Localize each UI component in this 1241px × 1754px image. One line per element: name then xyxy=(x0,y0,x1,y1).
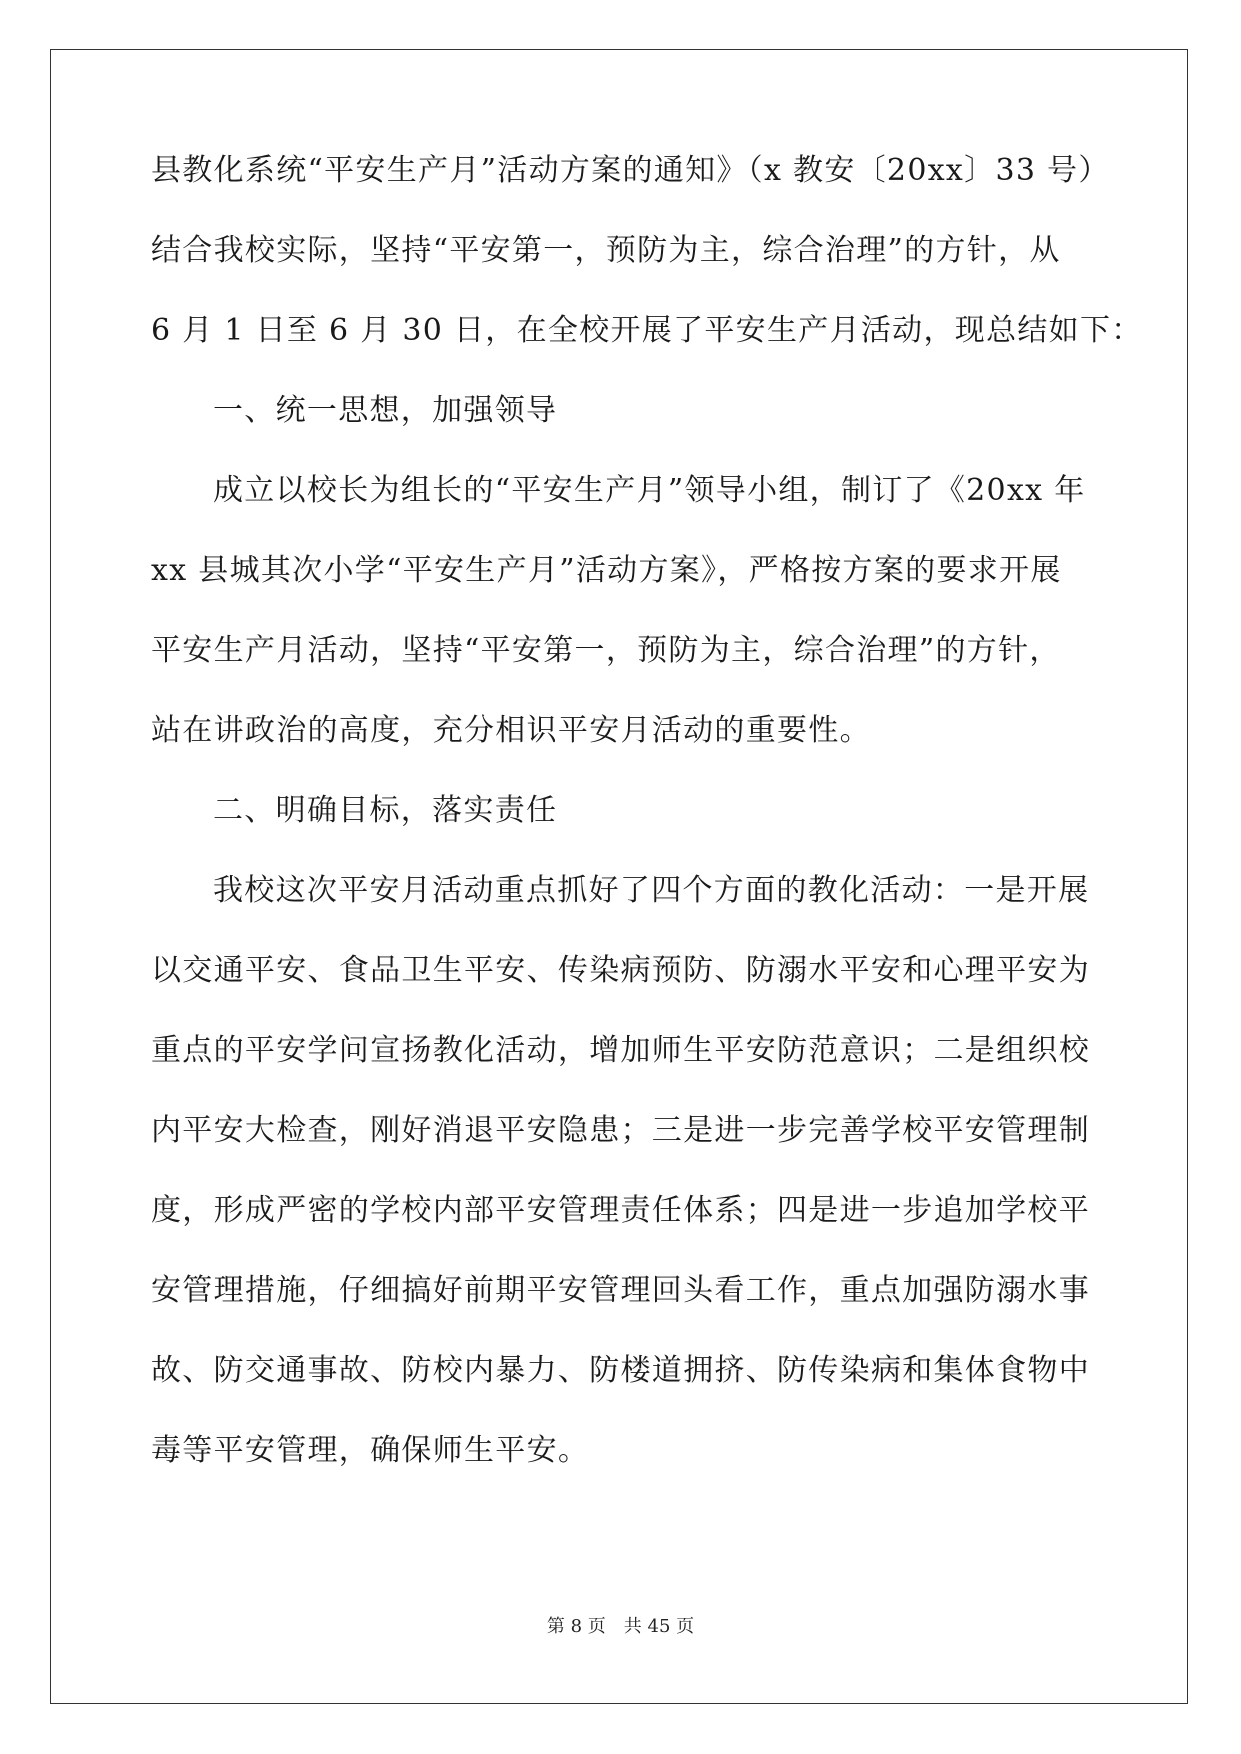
text-line-12: 重点的平安学问宣扬教化活动，增加师生平安防范意识；二是组织校 xyxy=(151,1033,1090,1068)
text-line-7: 平安生产月活动，坚持“平安第一，预防为主，综合治理”的方针， xyxy=(151,633,1061,668)
text-line-5: 成立以校长为组长的“平安生产月”领导小组，制订了《20xx 年 xyxy=(213,473,1086,508)
page-total: 共 45 页 xyxy=(623,1616,695,1637)
text-line-10: 我校这次平安月活动重点抓好了四个方面的教化活动：一是开展 xyxy=(213,873,1090,908)
text-line-1: 县教化系统“平安生产月”活动方案的通知》（x 教安〔20xx〕33 号） xyxy=(151,153,1110,188)
text-line-16: 故、防交通事故、防校内暴力、防楼道拥挤、防传染病和集体食物中 xyxy=(151,1353,1090,1388)
text-line-6: xx 县城其次小学“平安生产月”活动方案》，严格按方案的要求开展 xyxy=(151,553,1062,588)
section-heading-2: 二、明确目标，落实责任 xyxy=(213,793,558,828)
section-heading-1: 一、统一思想，加强领导 xyxy=(213,393,558,428)
text-line-15: 安管理措施，仔细搞好前期平安管理回头看工作，重点加强防溺水事 xyxy=(151,1273,1090,1308)
text-line-17: 毒等平安管理，确保师生平安。 xyxy=(151,1433,590,1468)
document-body xyxy=(151,146,1143,1506)
text-line-11: 以交通平安、食品卫生平安、传染病预防、防溺水平安和心理平安为 xyxy=(151,953,1090,988)
text-line-8: 站在讲政治的高度，充分相识平安月活动的重要性。 xyxy=(151,713,871,748)
page-number: 第 8 页 xyxy=(546,1616,606,1637)
text-line-3: 6 月 1 日至 6 月 30 日，在全校开展了平安生产月活动，现总结如下： xyxy=(151,313,1143,348)
text-line-14: 度，形成严密的学校内部平安管理责任体系；四是进一步追加学校平 xyxy=(151,1193,1090,1228)
text-line-13: 内平安大检查，刚好消退平安隐患；三是进一步完善学校平安管理制 xyxy=(151,1113,1090,1148)
text-line-2: 结合我校实际，坚持“平安第一，预防为主，综合治理”的方针，从 xyxy=(151,233,1061,268)
page-footer xyxy=(0,1612,1241,1638)
